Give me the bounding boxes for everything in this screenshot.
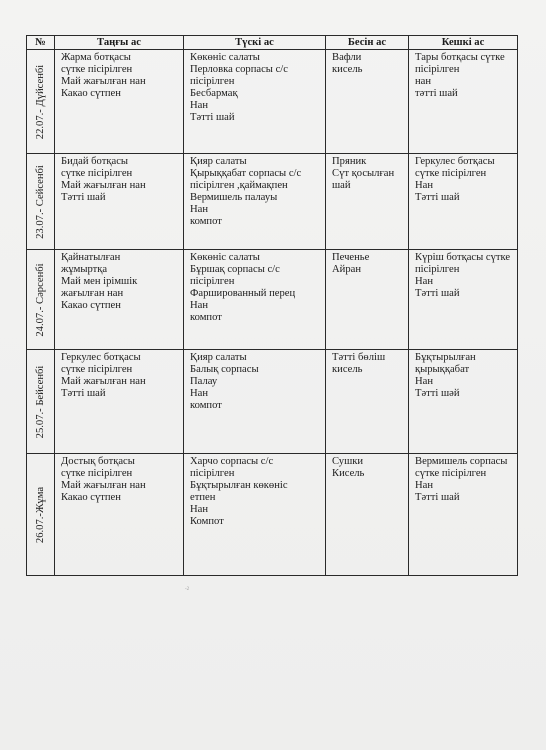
dinner-item: пісірілген <box>415 64 460 75</box>
day-cell <box>27 454 55 576</box>
menu-body <box>27 50 518 576</box>
day-cell <box>27 50 55 154</box>
lunch-item: Компот <box>190 516 224 527</box>
dinner-item: Бұқтырылған <box>415 352 476 363</box>
lunch-item: пісірілген <box>190 276 235 287</box>
lunch-item: Қырыққабат сорпасы с/с <box>190 168 302 179</box>
lunch-item: Тәтті шай <box>190 112 235 123</box>
lunch-item: компот <box>190 312 222 323</box>
breakfast-item: Май жағылған нан <box>61 376 146 387</box>
snack-item: шай <box>332 180 351 191</box>
breakfast-cell <box>55 250 184 350</box>
dinner-item: Нан <box>415 276 434 287</box>
snack-item: Сүт қосылған <box>332 168 395 179</box>
lunch-item: Фаршированный перец <box>190 288 296 299</box>
dinner-item: Нан <box>415 180 434 191</box>
lunch-item: пісірілген ,қаймақпен <box>190 180 288 191</box>
lunch-cell <box>184 454 326 576</box>
header-lunch: Түскі ас <box>184 36 326 50</box>
lunch-cell <box>184 250 326 350</box>
header-snack: Бесін ас <box>326 36 409 50</box>
day-cell <box>27 250 55 350</box>
snack-item: Вафли <box>332 52 362 63</box>
breakfast-item: Какао сүтпен <box>61 492 121 503</box>
breakfast-item: сүтке пісірілген <box>61 64 133 75</box>
breakfast-item: Жарма ботқасы <box>61 52 131 63</box>
snack-item: Айран <box>332 264 361 275</box>
breakfast-item: Қайнатылған <box>61 252 121 263</box>
breakfast-item: Май жағылған нан <box>61 480 146 491</box>
lunch-item: Нан <box>190 504 209 515</box>
dinner-cell <box>409 250 518 350</box>
breakfast-item: Какао сүтпен <box>61 300 121 311</box>
lunch-item: Нан <box>190 300 209 311</box>
dinner-item: Тары ботқасы сүтке <box>415 52 505 63</box>
lunch-item: Бұқтырылған көкөніс <box>190 480 288 491</box>
lunch-item: Нан <box>190 204 209 215</box>
lunch-item: Қияр салаты <box>190 156 247 167</box>
lunch-item: компот <box>190 400 222 411</box>
dinner-cell <box>409 50 518 154</box>
lunch-cell <box>184 50 326 154</box>
lunch-item: Харчо сорпасы с/с <box>190 456 274 467</box>
lunch-item: Көкөніс салаты <box>190 252 260 263</box>
breakfast-item: сүтке пісірілген <box>61 364 133 375</box>
lunch-item: Нан <box>190 388 209 399</box>
dinner-item: Тәтті шай <box>415 492 460 503</box>
breakfast-item: Май жағылған нан <box>61 76 146 87</box>
breakfast-item: Тәтті шай <box>61 192 106 203</box>
dinner-item: Геркулес ботқасы <box>415 156 495 167</box>
dinner-cell <box>409 154 518 250</box>
breakfast-item: Достық ботқасы <box>61 456 135 467</box>
snack-item: Пряник <box>332 156 367 167</box>
breakfast-item: жағылған нан <box>61 288 124 299</box>
dinner-item: Нан <box>415 480 434 491</box>
breakfast-item: Геркулес ботқасы <box>61 352 141 363</box>
lunch-item: Вермишель палауы <box>190 192 278 203</box>
breakfast-item: Какао сүтпен <box>61 88 121 99</box>
dinner-item: Вермишель сорпасы <box>415 456 508 467</box>
lunch-cell <box>184 350 326 454</box>
header-dinner: Кешкі ас <box>409 36 518 50</box>
breakfast-item: сүтке пісірілген <box>61 468 133 479</box>
dinner-item: Тәтті шай <box>415 192 460 203</box>
lunch-item: Нан <box>190 100 209 111</box>
dinner-cell <box>409 454 518 576</box>
breakfast-item: Тәтті шай <box>61 388 106 399</box>
header-number: № <box>27 36 55 50</box>
day-label: 25.07.- Бейсенбі <box>34 365 46 438</box>
dinner-item: Тәтті шәй <box>415 388 460 399</box>
snack-cell <box>326 154 409 250</box>
lunch-item: Бұршақ сорпасы с/с <box>190 264 280 275</box>
lunch-item: пісірілген <box>190 468 235 479</box>
snack-cell <box>326 350 409 454</box>
breakfast-item: Май жағылған нан <box>61 180 146 191</box>
lunch-item: Көкөніс салаты <box>190 52 260 63</box>
lunch-item: Қияр салаты <box>190 352 247 363</box>
day-label: 24.07.- Сәрсенбі <box>34 262 46 337</box>
snack-item: Печенье <box>332 252 370 263</box>
breakfast-cell <box>55 154 184 250</box>
dinner-cell <box>409 350 518 454</box>
dinner-item: сүтке пісірілген <box>415 168 487 179</box>
dinner-item: тәтті шай <box>415 88 458 99</box>
snack-item: Сушки <box>332 456 364 467</box>
day-label: 23.07.- Сейсенбі <box>34 164 46 239</box>
snack-cell <box>326 250 409 350</box>
dinner-item: Тәтті шай <box>415 288 460 299</box>
day-label: 26.07.-Жұма <box>34 486 46 543</box>
header-row <box>27 36 518 50</box>
page-mark: -2 <box>185 587 190 592</box>
day-label: 22.07.- Дүйсенбі <box>34 64 46 139</box>
lunch-item: Балық сорпасы <box>190 364 259 375</box>
dinner-item: қырыққабат <box>415 364 470 375</box>
lunch-item: компот <box>190 216 222 227</box>
table-row <box>27 50 518 154</box>
lunch-item: Палау <box>190 376 218 387</box>
snack-item: кисель <box>332 64 363 75</box>
breakfast-cell <box>55 50 184 154</box>
breakfast-item: сүтке пісірілген <box>61 168 133 179</box>
dinner-item: Күріш ботқасы сүтке <box>415 252 511 263</box>
lunch-item: Перловка сорпасы с/с <box>190 64 288 75</box>
lunch-item: етпен <box>190 492 216 503</box>
snack-item: кисель <box>332 364 363 375</box>
header-breakfast: Таңғы ас <box>55 36 184 50</box>
lunch-cell <box>184 154 326 250</box>
day-cell <box>27 350 55 454</box>
dinner-item: нан <box>415 76 432 87</box>
table-row <box>27 250 518 350</box>
snack-item: Тәтті бөліш <box>332 352 386 363</box>
lunch-item: пісірілген <box>190 76 235 87</box>
table-row <box>27 350 518 454</box>
breakfast-item: жұмыртқа <box>61 264 108 275</box>
snack-cell <box>326 50 409 154</box>
weekly-menu-table <box>26 35 518 576</box>
breakfast-cell <box>55 454 184 576</box>
dinner-item: Нан <box>415 376 434 387</box>
table-row <box>27 454 518 576</box>
day-cell <box>27 154 55 250</box>
breakfast-cell <box>55 350 184 454</box>
breakfast-item: Май мен ірімшік <box>61 276 138 287</box>
lunch-item: Бесбармақ <box>190 88 238 99</box>
dinner-item: сүтке пісірілген <box>415 468 487 479</box>
snack-cell <box>326 454 409 576</box>
breakfast-item: Бидай ботқасы <box>61 156 129 167</box>
snack-item: Кисель <box>332 468 365 479</box>
table-row <box>27 154 518 250</box>
dinner-item: пісірілген <box>415 264 460 275</box>
